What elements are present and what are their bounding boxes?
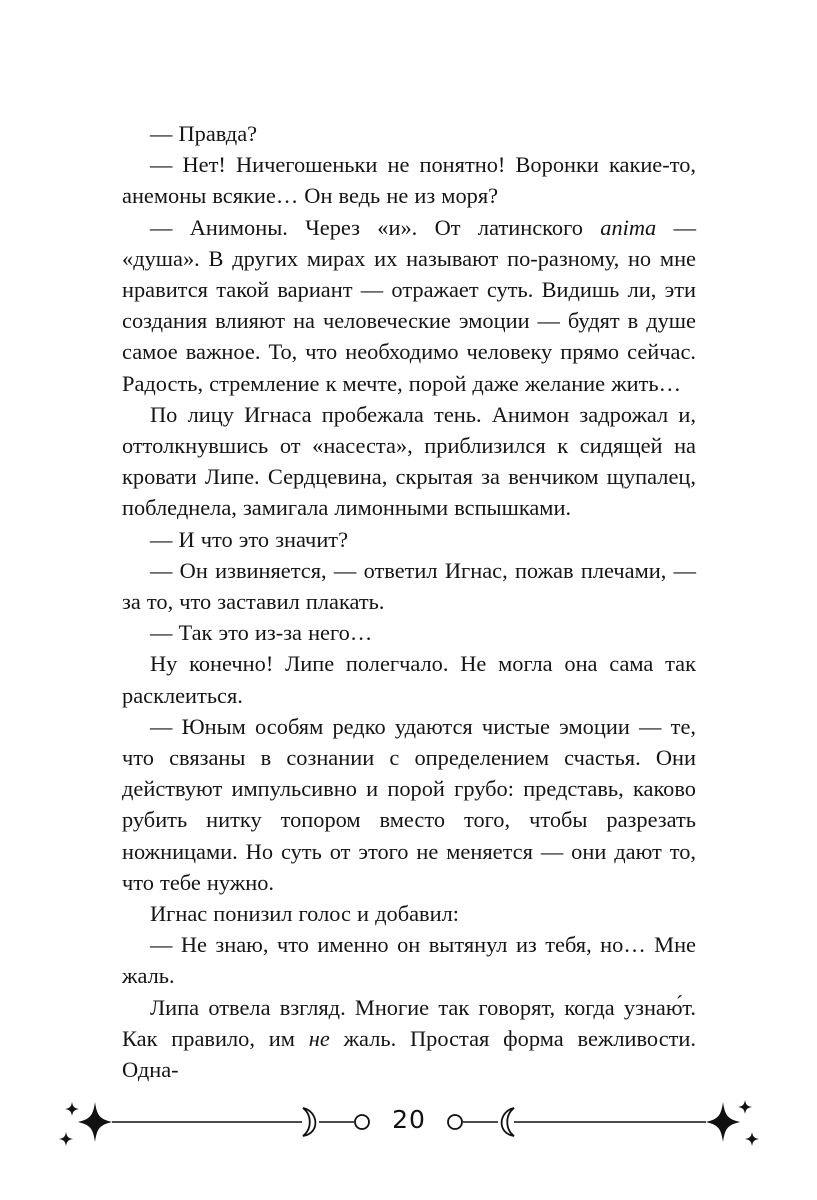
emphasized-word: anima	[600, 214, 657, 240]
paragraph: — Не знаю, что именно он вытянул из тебя, но… Мне жаль.	[122, 932, 696, 989]
paragraph: — Юным особям редко удаются чистые эмоции — те, что связаны в сознании с определением счастья. Они действуют импульсивно и порой грубо: представь, каково рубить нитку топором вместо того, чтобы разрезать ножницами. Но суть от этого не меняется — они дают то, что тебе нужно.	[122, 713, 696, 895]
paragraph: — Он извиняется, — ответил Игнас, пожав плечами, — за то, что заставил плакать.	[122, 557, 696, 615]
sparkle-icon	[706, 1102, 740, 1142]
paragraph: По лицу Игнаса пробежала тень. Анимон задрожал и, оттолкнувшись от «насеста», приблизился к сидящей на кровати Липе. Сердцевина, скрытая за венчиком щупалец, побледнела, замигала лимонными вспышками.	[122, 401, 696, 521]
sparkle-icon	[738, 1100, 752, 1114]
paragraph: — Правда?	[150, 121, 258, 146]
emphasized-word: не	[308, 1025, 330, 1051]
sparkle-icon	[59, 1132, 73, 1146]
crescent-moon-icon	[303, 1108, 315, 1136]
crescent-moon-icon	[502, 1108, 514, 1136]
circle-icon	[448, 1115, 462, 1129]
circle-icon	[355, 1115, 369, 1129]
sparkle-icon	[745, 1132, 759, 1146]
body-text	[122, 118, 696, 1085]
paragraph: Игнас понизил голос и добавил:	[150, 901, 459, 927]
sparkle-icon	[78, 1102, 112, 1142]
paragraph: Липа отвела взгляд. Многие так говорят, когда узнаю́т. Как правило, им не жаль. Простая форма вежливости. Одна-	[122, 994, 696, 1083]
paragraph: — Нет! Ничегошеньки не понятно! Воронки какие-то, анемоны всякие… Он ведь не из моря?	[122, 152, 696, 209]
paragraph: — Анимоны. Через «и». От латинского anima — «душа». В других мирах их называют по-разному, но мне нравится такой вариант — отражает суть. Видишь ли, эти создания влияют на человеческие эмоции — будят в душе самое важное. То, что необходимо человеку прямо сейчас. Радость, стремление к мечте, порой даже желание жить…	[122, 214, 696, 396]
paragraph: Ну конечно! Липе полегчало. Не могла она сама так расклеиться.	[122, 651, 696, 708]
sparkle-icon	[65, 1102, 79, 1116]
page-number: 20	[392, 1105, 426, 1134]
paragraph: — И что это значит?	[150, 526, 349, 552]
paragraph: — Так это из-за него…	[150, 620, 373, 646]
